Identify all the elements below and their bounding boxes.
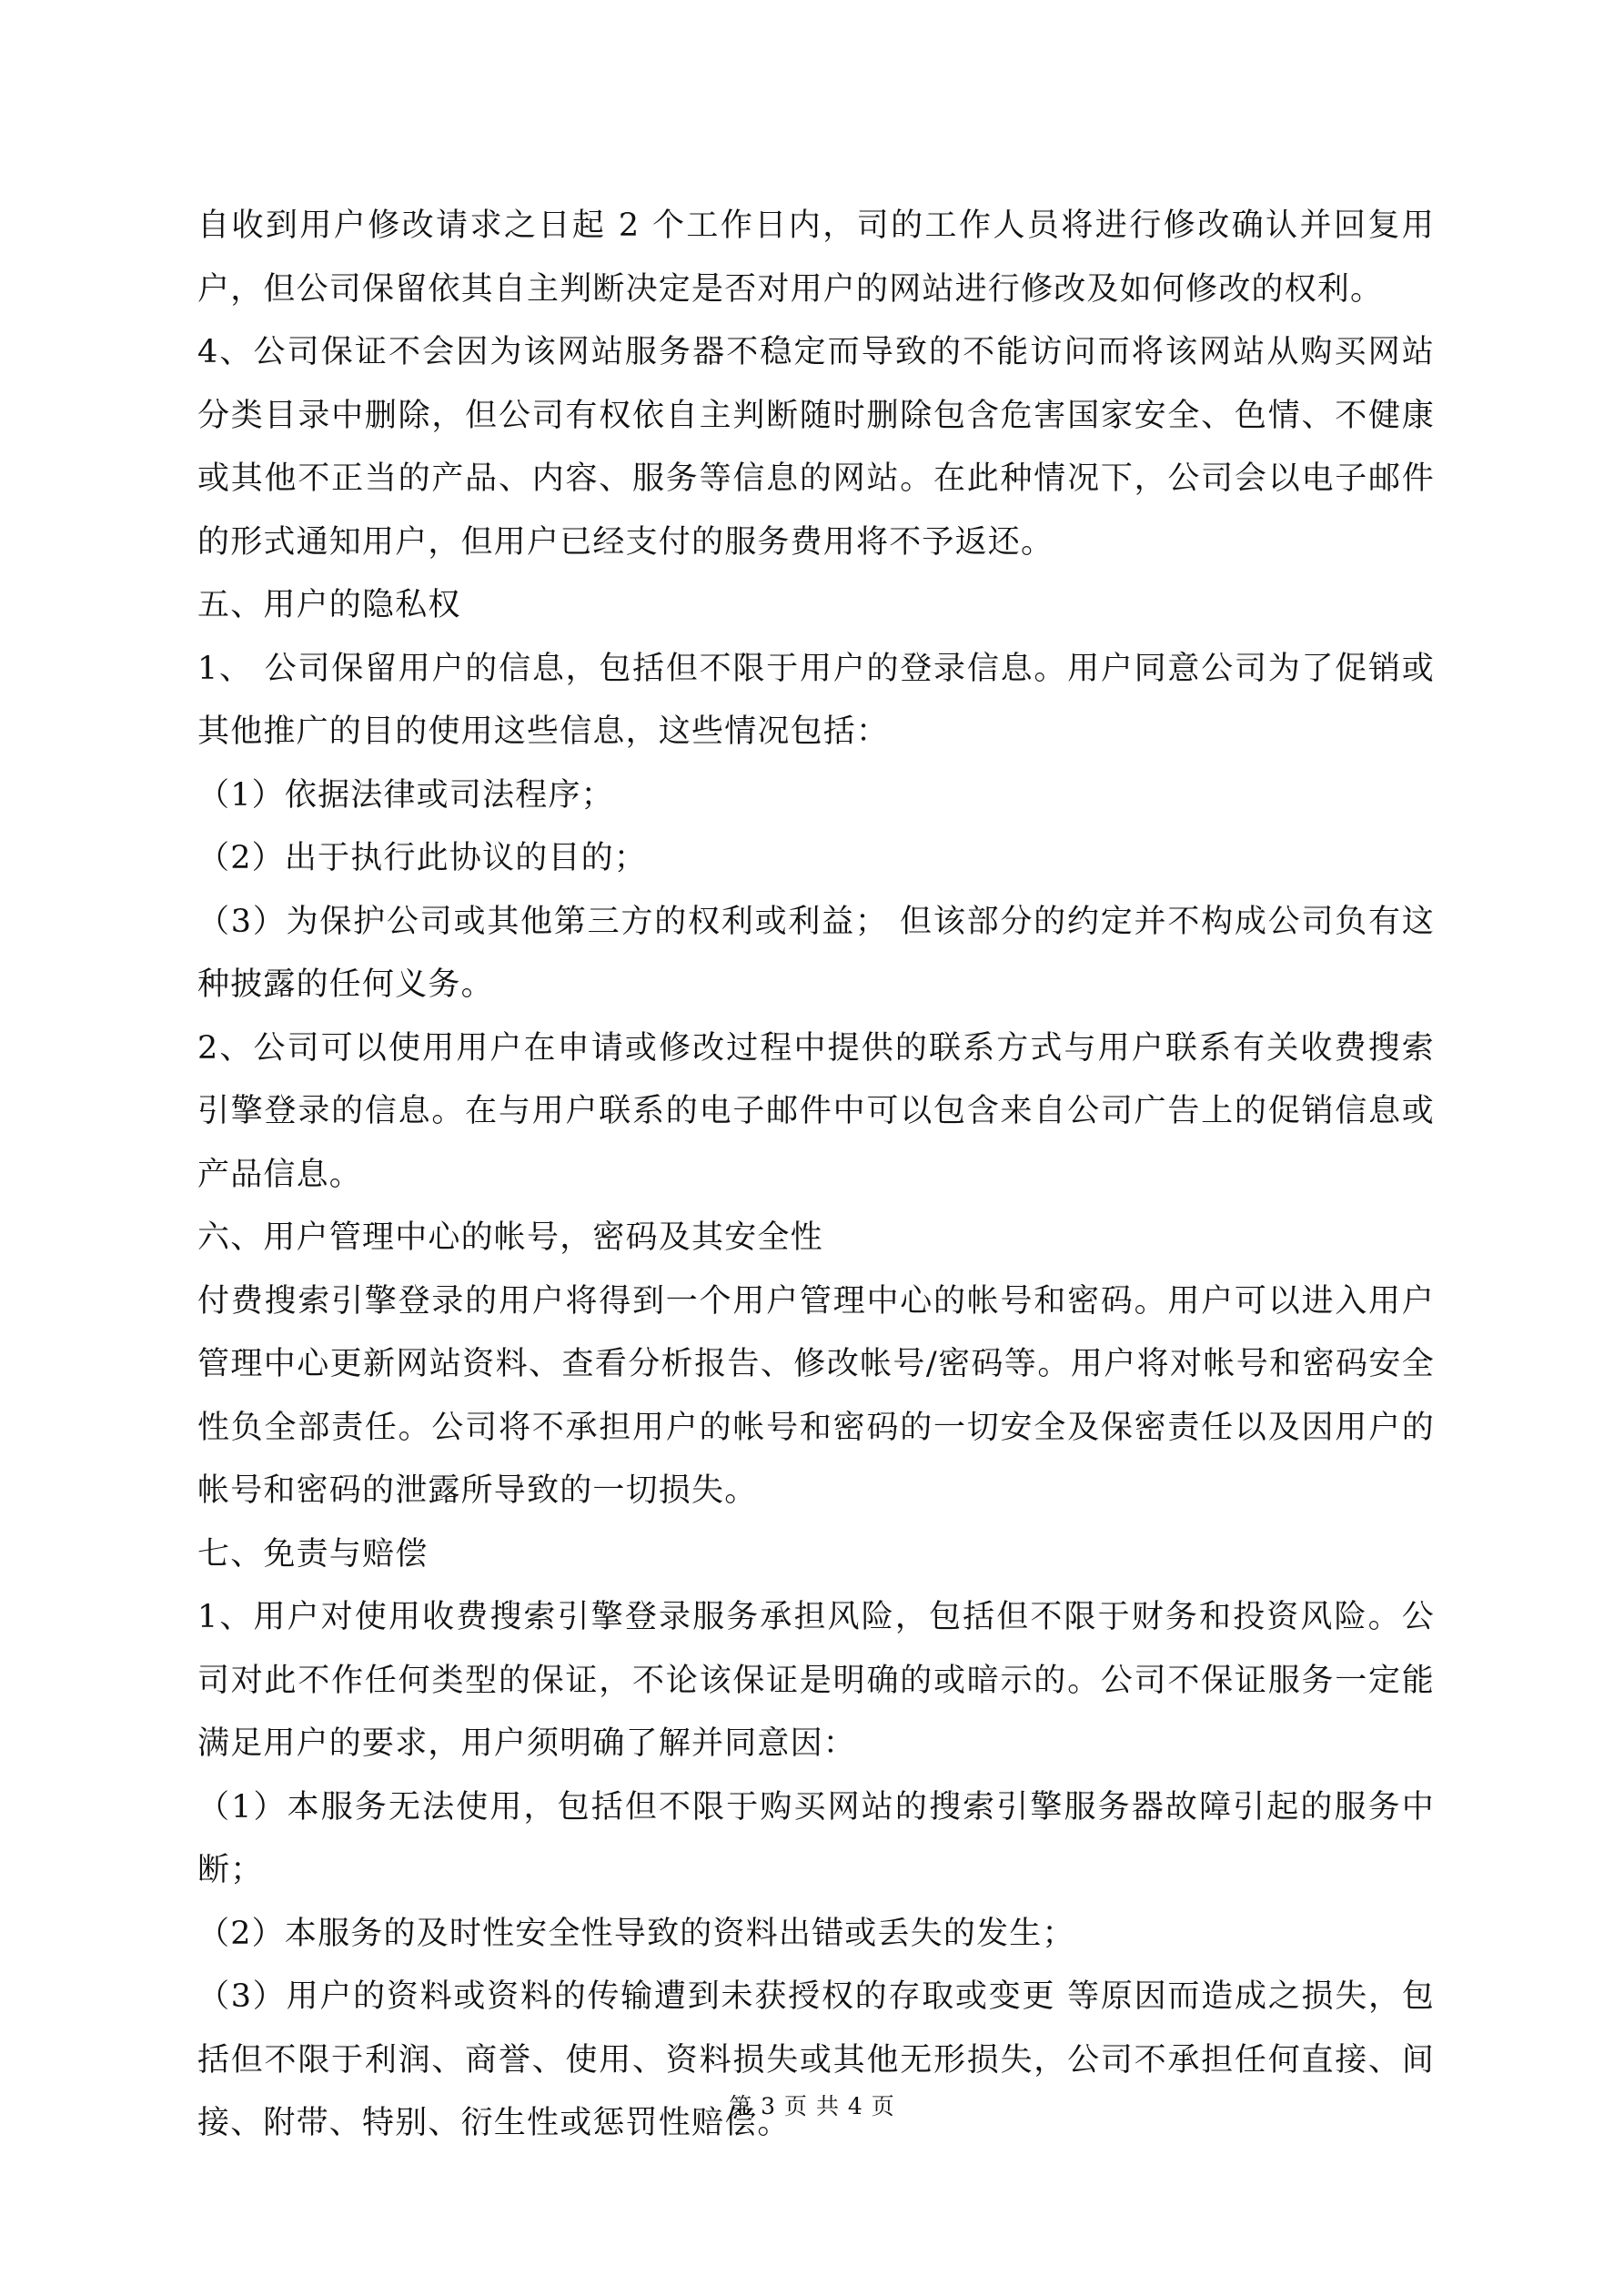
section-heading-account: 六、用户管理中心的帐号，密码及其安全性 — [197, 1219, 823, 1256]
list-item-privacy-3: （3）为保护公司或其他第三方的权利或利益； 但该部分的约定并不构成公司负有这种披露的任何义务。 — [197, 903, 1435, 1003]
page-footer: 第 3 页 共 4 页 — [729, 2093, 895, 2119]
paragraph-disclaimer-1: 1、用户对使用收费搜索引擎登录服务承担风险，包括但不限于财务和投资风险。公司对此不作任何类型的保证，不论该保证是明确的或暗示的。公司不保证服务一定能满足用户的要求，用户须明确了解并同意因： — [197, 1599, 1435, 1762]
list-item-privacy-1: （1）依据法律或司法程序； — [197, 776, 614, 814]
paragraph-privacy-1: 1、 公司保留用户的信息，包括但不限于用户的登录信息。用户同意公司为了促销或其他推广的目的使用这些信息，这些情况包括： — [197, 650, 1435, 750]
list-item-disclaimer-1: （1）本服务无法使用，包括但不限于购买网站的搜索引擎服务器故障引起的服务中断； — [197, 1788, 1435, 1888]
paragraph-continuation: 自收到用户修改请求之日起 2 个工作日内，司的工作人员将进行修改确认并回复用户，但公司保留依其自主判断决定是否对用户的网站进行修改及如何修改的权利。 — [197, 207, 1435, 308]
section-heading-disclaimer: 七、免责与赔偿 — [197, 1535, 429, 1573]
document-body — [197, 195, 1435, 2156]
section-heading-privacy: 五、用户的隐私权 — [197, 587, 461, 623]
list-item-disclaimer-2: （2）本服务的及时性安全性导致的资料出错或丢失的发生； — [197, 1915, 1075, 1952]
list-item-privacy-2: （2）出于执行此协议的目的； — [197, 840, 648, 876]
paragraph-privacy-2: 2、公司可以使用用户在申请或修改过程中提供的联系方式与用户联系有关收费搜索引擎登录的信息。在与用户联系的电子邮件中可以包含来自公司广告上的促销信息或产品信息。 — [197, 1029, 1435, 1193]
list-item-disclaimer-3: （3）用户的资料或资料的传输遭到未获授权的存取或变更 等原因而造成之损失，包括但不限于利润、商誉、使用、资料损失或其他无形损失，公司不承担任何直接、间接、附带、特别、衍生性或惩罚性赔偿。 — [197, 1978, 1435, 2141]
paragraph-account: 付费搜索引擎登录的用户将得到一个用户管理中心的帐号和密码。用户可以进入用户管理中心更新网站资料、查看分析报告、修改帐号/密码等。用户将对帐号和密码安全性负全部责任。公司将不承担用户的帐号和密码的一切安全及保密责任以及因用户的帐号和密码的泄露所导致的一切损失。 — [197, 1282, 1435, 1509]
paragraph-clause-4: 4、公司保证不会因为该网站服务器不稳定而导致的不能访问而将该网站从购买网站分类目录中删除，但公司有权依自主判断随时删除包含危害国家安全、色情、不健康或其他不正当的产品、内容、服务等信息的网站。在此种情况下，公司会以电子邮件的形式通知用户，但用户已经支付的服务费用将不予返还。 — [197, 334, 1435, 561]
